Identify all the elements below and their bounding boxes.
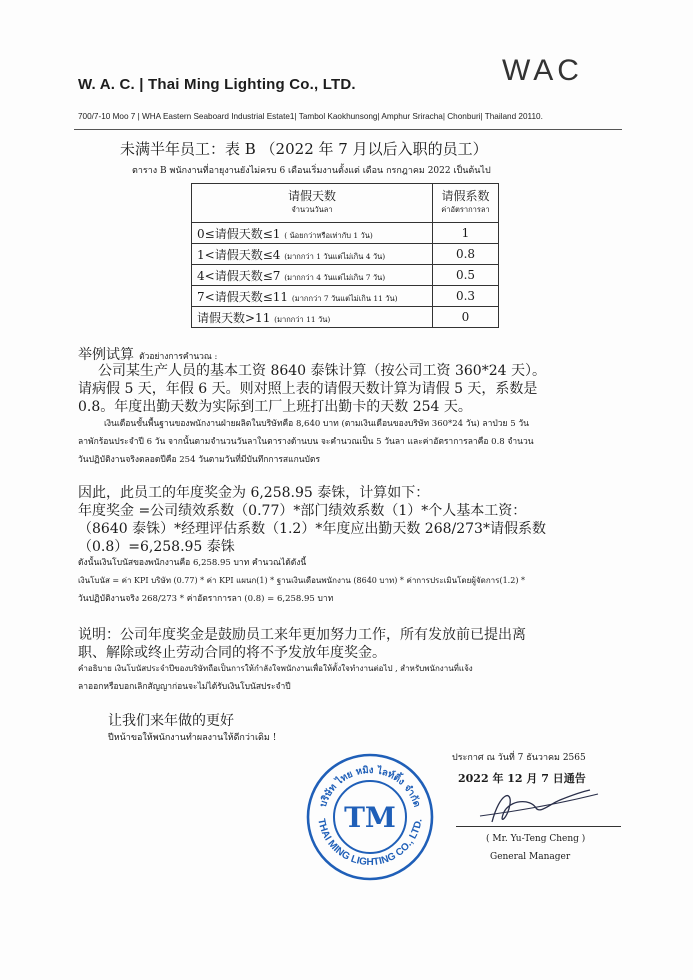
row-range: 0≤请假天数≤1 <box>197 226 281 241</box>
row-value: 0.5 <box>433 265 499 286</box>
table-row <box>192 244 499 265</box>
wac-logo <box>500 56 620 90</box>
calc-th-line3: วันปฏิบัติงานจริง 268/273 * ค่าอัตราการลา (0.8) = 6,258.95 บาท <box>78 594 334 604</box>
row-range-cell <box>192 223 433 244</box>
announce-date-cn: 2022 年 12 月 7 日通告 <box>458 772 586 785</box>
stamp-center-text: TM <box>344 801 396 834</box>
table-row <box>192 307 499 328</box>
page-subtitle-th: ตาราง B พนักงานที่อายุงานยังไม่ครบ 6 เดือนเริ่มงานตั้งแต่ เดือน กรกฎาคม 2022 เป็นต้นไป <box>132 166 491 176</box>
company-address: 700/7-10 Moo 7 | WHA Eastern Seaboard Industrial Estate1| Tambol Kaokhunsong| Amphur Sriracha| Chonburi| Thailand 20110. <box>78 112 543 121</box>
table-row <box>192 223 499 244</box>
leave-coefficient-table <box>191 183 499 328</box>
col-leave-coef-cn: 请假系数 <box>441 189 490 203</box>
table-row <box>192 265 499 286</box>
row-range: 请假天数>11 <box>197 310 271 325</box>
note-cn-line2: 职、解除或终止劳动合同的将不予发放年度奖金。 <box>78 645 386 661</box>
calc-cn-line4: （0.8）=6,258.95 泰铢 <box>78 539 235 555</box>
row-note: (มากกว่า 1 วันแต่ไม่เกิน 4 วัน) <box>284 251 386 261</box>
example-heading <box>78 344 217 364</box>
table-header-row <box>192 184 499 223</box>
note-th-line2: ลาออกหรือบอกเลิกสัญญาก่อนจะไม่ได้รับเงินโบนัสประจำปี <box>78 682 291 692</box>
row-note: (มากกว่า 7 วันแต่ไม่เกิน 11 วัน) <box>291 293 398 303</box>
calc-cn-line3: （8640 泰铢）*经理评估系数（1.2）*年度应出勤天数 268/273*请假系数 <box>78 521 546 537</box>
col-leave-coef <box>433 184 499 223</box>
page-title: 未满半年员工：表 B （2022 年 7 月以后入职的员工） <box>120 140 488 158</box>
row-value: 0 <box>433 307 499 328</box>
row-range: 7<请假天数≤11 <box>197 289 289 304</box>
row-note: ( น้อยกว่าหรือเท่ากับ 1 วัน) <box>284 230 373 240</box>
row-range: 4<请假天数≤7 <box>197 268 281 283</box>
example-th-line1: เงินเดือนขั้นพื้นฐานของพนักงานฝ่ายผลิตในบริษัทคือ 8,640 บาท (ตามเงินเดือนของบริษัท 360*24 วัน) ลาป่วย 5 วัน <box>104 419 529 429</box>
col-leave-days <box>192 184 433 223</box>
row-value: 0.8 <box>433 244 499 265</box>
example-cn-line2: 请病假 5 天，年假 6 天。则对照上表的请假天数计算为请假 5 天，系数是 <box>78 381 538 397</box>
col-leave-days-cn: 请假天数 <box>287 189 336 203</box>
col-leave-days-th: จำนวนวันลา <box>291 205 333 214</box>
row-value: 1 <box>433 223 499 244</box>
wac-logo-text: WAC <box>502 56 583 87</box>
calc-cn-line2: 年度奖金 =公司绩效系数（0.77）*部门绩效系数（1）*个人基本工资： <box>78 503 527 519</box>
note-th-line1: คำอธิบาย เงินโบนัสประจำปีของบริษัทถือเป็นการให้กำลังใจพนักงานเพื่อให้ตั้งใจทำงานต่อไป , สำหรับพนักงานที่แจ้ง <box>78 664 473 673</box>
example-th-line3: วันปฏิบัติงานจริงตลอดปีคือ 254 วันตามวันที่มีบันทึกการสแกนบัตร <box>78 455 321 465</box>
stamp-ring-bottom: THAI MING LIGHTING CO., LTD. <box>315 817 425 869</box>
example-label-th: ตัวอย่างการคำนวณ : <box>139 352 218 362</box>
company-stamp <box>300 747 440 887</box>
row-range-cell <box>192 307 433 328</box>
example-cn-line1: 公司某生产人员的基本工资 8640 泰铢计算（按公司工资 360*24 天）。 <box>98 363 546 379</box>
col-leave-coef-th: ค่าอัตราการลา <box>441 205 490 214</box>
example-label-cn: 举例试算 <box>78 347 134 363</box>
header-divider <box>74 129 622 130</box>
row-note: (มากกว่า 11 วัน) <box>274 314 331 324</box>
closing-th: ปีหน้าขอให้พนักงานทำผลงานให้ดีกว่าเดิม ! <box>108 733 277 743</box>
table-row <box>192 286 499 307</box>
row-value: 0.3 <box>433 286 499 307</box>
calc-cn-line1: 因此，此员工的年度奖金为 6,258.95 泰铢，计算如下： <box>78 485 430 501</box>
row-range-cell <box>192 265 433 286</box>
company-name: W. A. C. | Thai Ming Lighting Co., LTD. <box>78 76 356 93</box>
stamp-ring-top: บริษัท ไทย หมิง ไลท์ติ้ง จำกัด <box>317 764 423 809</box>
manager-title: General Manager <box>490 852 571 862</box>
announce-date-th: ประกาศ ณ วันที่ 7 ธันวาคม 2565 <box>452 753 586 763</box>
example-cn-line3: 0.8。年度出勤天数为实际到工厂上班打出勤卡的天数 254 天。 <box>78 399 472 415</box>
row-range-cell <box>192 286 433 307</box>
signature-line <box>456 826 621 827</box>
row-note: (มากกว่า 4 วันแต่ไม่เกิน 7 วัน) <box>284 272 386 282</box>
manager-signature <box>440 782 620 832</box>
row-range: 1<请假天数≤4 <box>197 247 281 262</box>
manager-name: ( Mr. Yu-Teng Cheng ) <box>486 834 586 844</box>
note-cn-line1: 说明：公司年度奖金是鼓励员工来年更加努力工作，所有发放前已提出离 <box>78 627 526 643</box>
example-th-line2: ลาพักร้อนประจำปี 6 วัน จากนั้นตามจำนวนวันลาในตารางด้านบน จะคำนวณเป็น 5 วันลา และค่าอัตราการลาคือ 0.8 จำนวน <box>78 437 534 447</box>
closing-cn: 让我们来年做的更好 <box>108 713 234 729</box>
row-range-cell <box>192 244 433 265</box>
calc-th-line2: เงินโบนัส = ค่า KPI บริษัท (0.77) * ค่า KPI แผนก(1) * ฐานเงินเดือนพนักงาน (8640 บาท) * ค่าการประเมินโดยผู้จัดการ(1.2) * <box>78 576 525 585</box>
calc-th-line1: ดังนั้นเงินโบนัสของพนักงานคือ 6,258.95 บาท คำนวณได้ดังนี้ <box>78 558 307 568</box>
